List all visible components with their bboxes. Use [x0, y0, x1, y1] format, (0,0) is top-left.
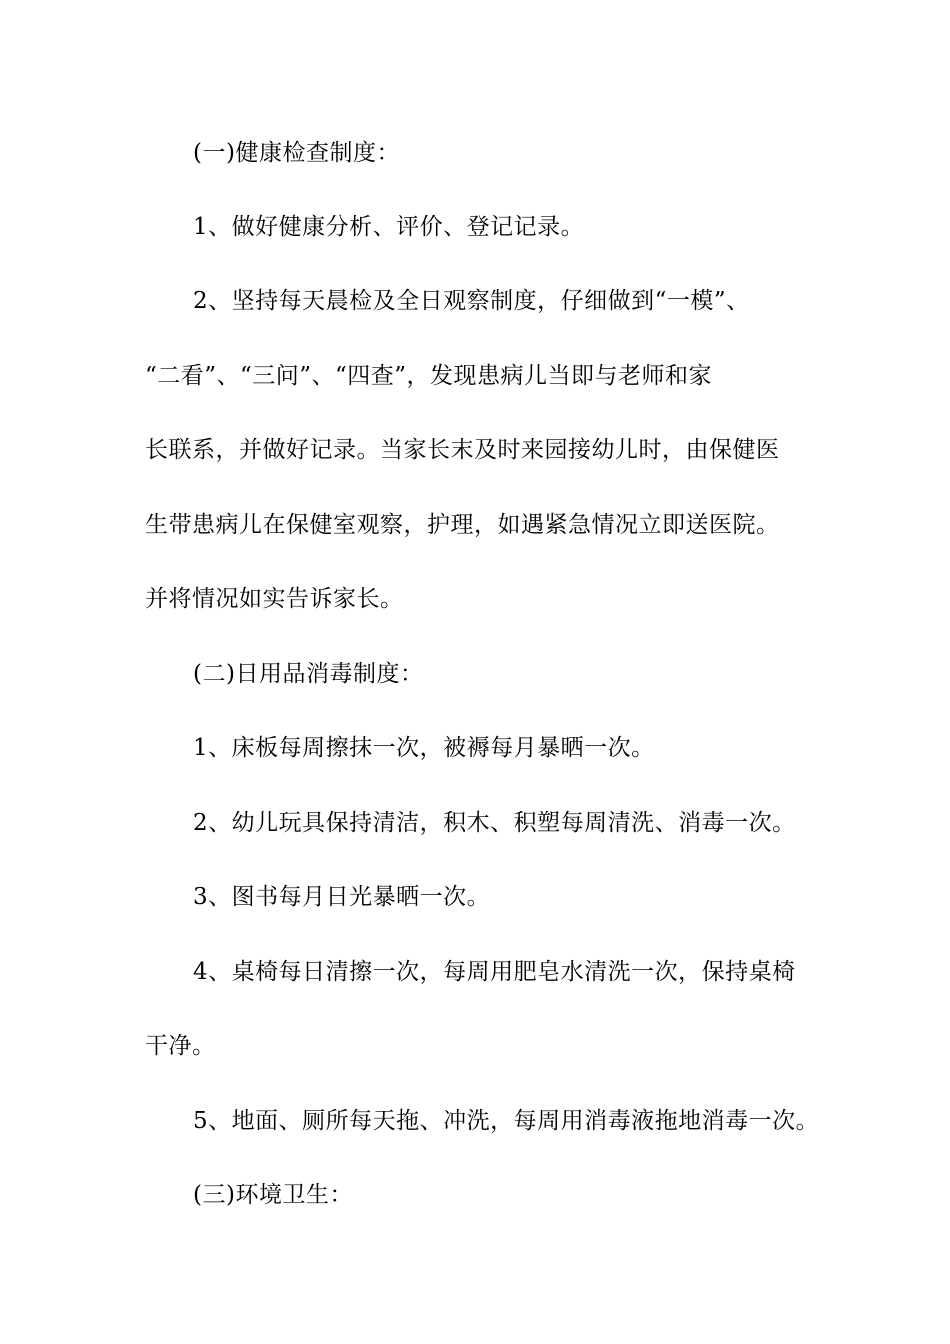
paragraph-line: 干净。	[145, 1033, 216, 1059]
paragraph-line: “二看”、“三问”、“四查”，发现患病儿当即与老师和家	[145, 363, 713, 389]
paragraph-line: 长联系，并做好记录。当家长末及时来园接幼儿时，由保健医	[145, 437, 780, 463]
paragraph-line: 并将情况如实告诉家长。	[145, 586, 404, 612]
section-heading-environment: (三)环境卫生：	[193, 1182, 353, 1208]
paragraph-line: 3、图书每月日光暴晒一次。	[193, 884, 491, 910]
paragraph-line: 2、幼儿玩具保持清洁，积木、积塑每周清洗、消毒一次。	[193, 810, 796, 836]
paragraph-line: 5、地面、厕所每天拖、冲洗，每周用消毒液拖地消毒一次。	[193, 1108, 820, 1134]
paragraph-line: 1、床板每周擦抹一次，被褥每月暴晒一次。	[193, 735, 655, 761]
section-heading-health-check: (一)健康检查制度：	[193, 140, 400, 166]
paragraph-line: 4、桌椅每日清擦一次，每周用肥皂水清洗一次，保持桌椅	[193, 959, 796, 985]
paragraph-line: 生带患病儿在保健室观察，护理，如遇紧急情况立即送医院。	[145, 512, 780, 538]
paragraph-line: 2、坚持每天晨检及全日观察制度，仔细做到“一模”、	[193, 288, 750, 314]
section-heading-disinfection: (二)日用品消毒制度：	[193, 661, 424, 687]
paragraph-line: 1、做好健康分析、评价、登记记录。	[193, 214, 585, 240]
